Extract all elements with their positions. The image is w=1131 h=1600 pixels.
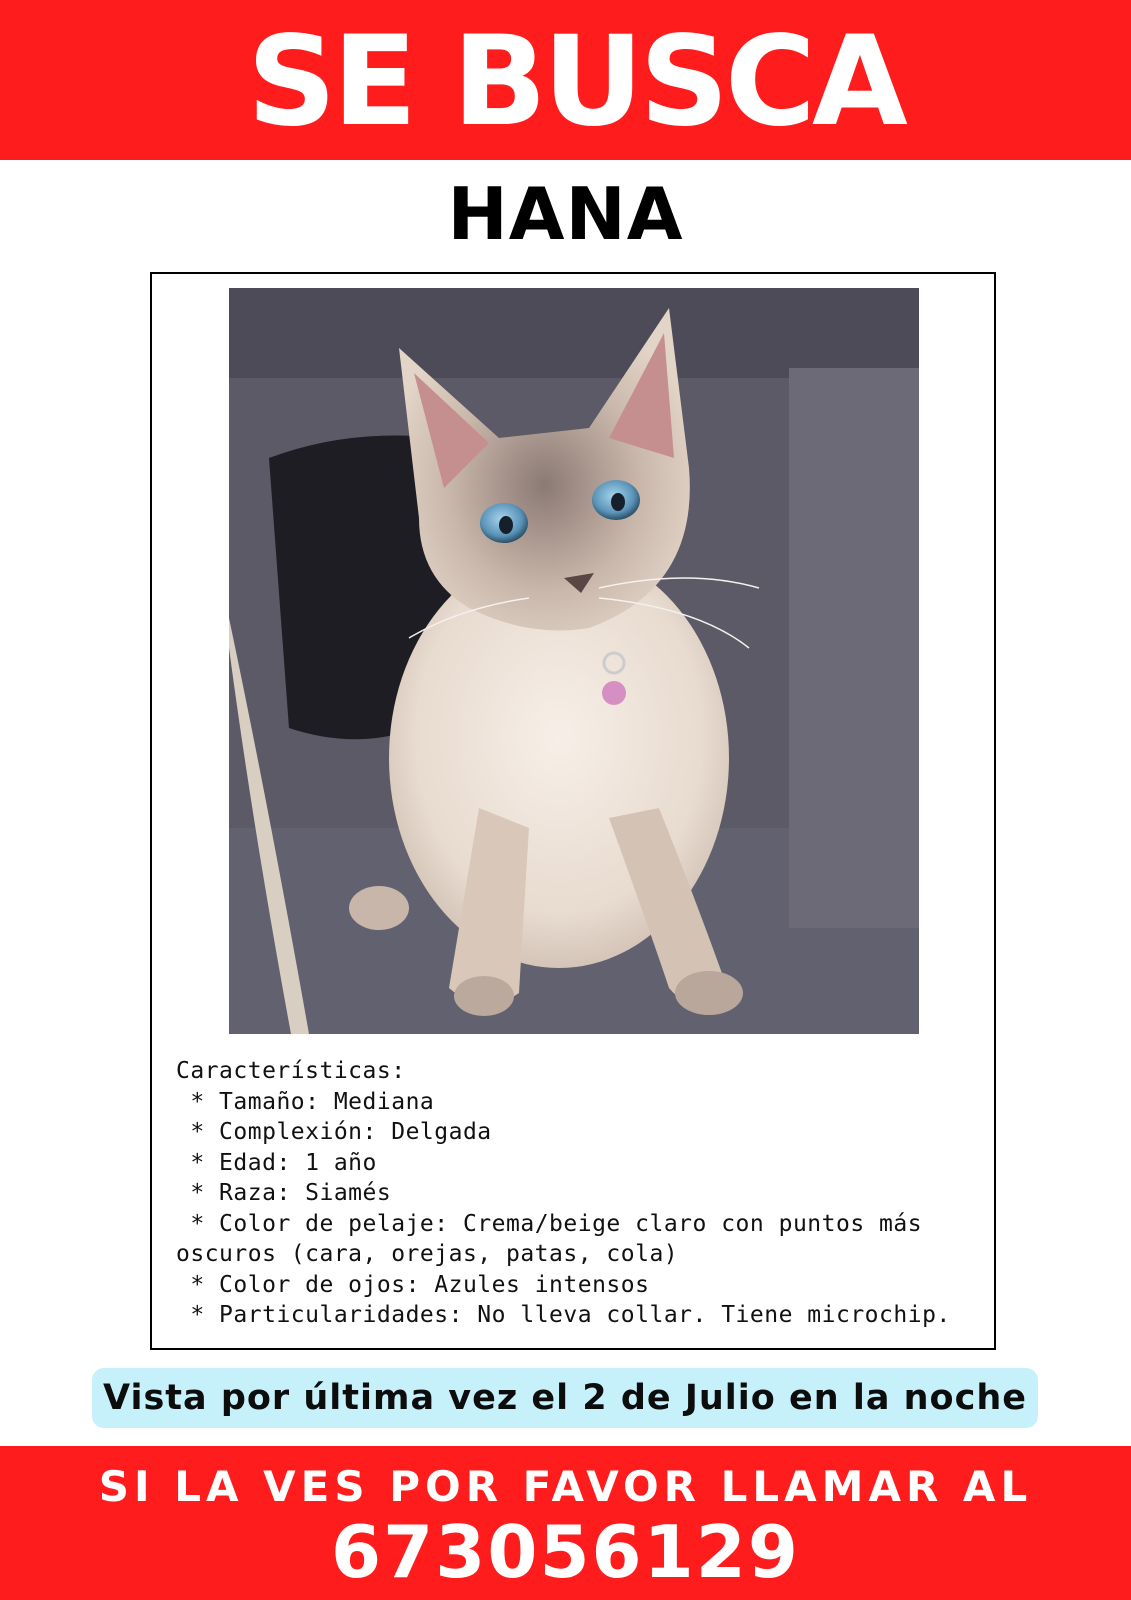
last-seen-badge xyxy=(92,1368,1038,1428)
characteristics-list xyxy=(176,1056,976,1331)
detail-line: * Tamaño: Mediana xyxy=(176,1088,435,1115)
cat-photo xyxy=(229,288,919,1034)
detail-line: * Raza: Siamés xyxy=(176,1180,392,1206)
last-seen-text: Vista por última vez el 2 de Julio en la noche xyxy=(102,1378,1027,1418)
call-instruction: SI LA VES POR FAVOR LLAMAR AL xyxy=(98,1462,1033,1511)
pet-name: HANA xyxy=(447,172,684,256)
characteristics-heading: Características: xyxy=(176,1058,406,1084)
detail-line: * Particularidades: No lleva collar. Tiene microchip. xyxy=(176,1302,951,1328)
info-card xyxy=(150,272,996,1350)
detail-line: oscuros (cara, orejas, patas, cola) xyxy=(176,1241,679,1267)
detail-line: * Complexión: Delgada xyxy=(176,1119,492,1145)
detail-line: * Edad: 1 año xyxy=(176,1149,377,1176)
detail-line: * Color de ojos: Azules intensos xyxy=(176,1271,650,1298)
detail-line: * Color de pelaje: Crema/beige claro con puntos más xyxy=(176,1210,923,1237)
phone-number: 673056129 xyxy=(331,1510,800,1594)
headline: SE BUSCA xyxy=(247,10,904,154)
